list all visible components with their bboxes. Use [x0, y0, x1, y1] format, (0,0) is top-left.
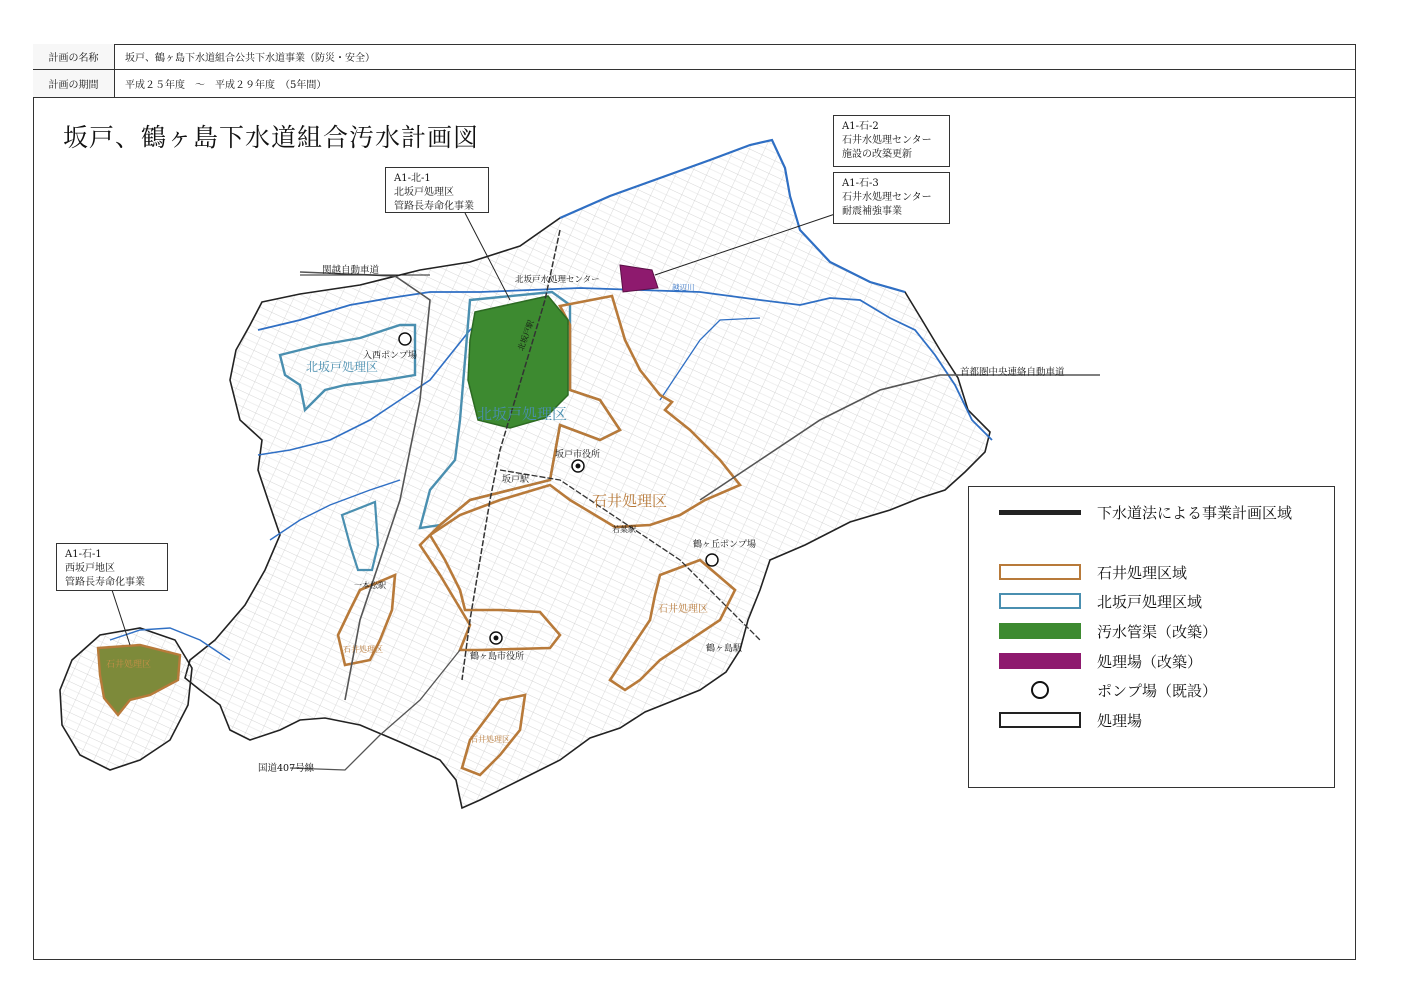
- plan-period-label: 計画の期間: [33, 70, 115, 97]
- callout-a1-ishii-3-area: 石井水処理センター: [842, 192, 932, 203]
- legend-item-ishii-zone: [999, 561, 1187, 583]
- plan-name-value: 坂戸、鶴ヶ島下水道組合公共下水道事業（防災・安全）: [125, 53, 375, 64]
- label-kitasakado-zone-main: 北坂戸処理区: [477, 405, 568, 423]
- callout-a1-ishii-2-area: 石井水処理センター: [842, 135, 932, 146]
- label-sakado-station: 坂戸駅: [502, 475, 530, 485]
- label-ishii-zone-south: 石井処理区: [470, 735, 510, 744]
- sakado-city-hall-dot: [576, 464, 581, 469]
- map-legend: [968, 486, 1335, 788]
- legend-item-plant-renovation: [999, 650, 1202, 672]
- callout-a1-kita-1-area: 北坂戸処理区: [394, 187, 454, 198]
- callout-a1-ishii-3-project: 耐震補強事業: [842, 206, 902, 217]
- legend-symbol-sewer-pipe: [999, 623, 1081, 639]
- label-kitasakado-center: 北坂戸水処理センター: [515, 275, 600, 285]
- label-kitasakado-zone-small: 北坂戸処理区: [306, 360, 379, 374]
- callout-a1-ishii-1-code: A1-石-1: [65, 549, 102, 560]
- label-ishii-zone-east: 石井処理区: [658, 604, 708, 615]
- label-tsurugashima-city-hall: 鶴ヶ島市役所: [470, 652, 525, 662]
- legend-label-plant-renovation: 処理場（改築）: [1097, 652, 1203, 671]
- label-ippommatsu-station: 一本松駅: [354, 581, 386, 590]
- label-river: 越辺川: [672, 283, 695, 292]
- label-ishii-zone-west: 石井処理区: [343, 645, 383, 654]
- legend-symbol-kitasakado-zone: [999, 593, 1081, 609]
- legend-label-ishii-zone: 石井処理区域: [1097, 563, 1188, 582]
- legend-item-plan-area: [999, 501, 1292, 523]
- tsurugashima-city-hall-dot: [494, 636, 499, 641]
- legend-symbol-ishii-zone: [999, 564, 1081, 580]
- plan-period-value: 平成２５年度 ～ 平成２９年度 （5年間）: [125, 80, 327, 91]
- legend-label-sewer-pipe: 汚水管渠（改築）: [1097, 622, 1218, 641]
- label-ishii-zone-satellite: 石井処理区: [106, 660, 152, 670]
- city-area: [185, 140, 990, 808]
- label-tsurugaoka-pump-station: 鶴ヶ丘ポンプ場: [693, 540, 757, 550]
- label-route407: 国道407号線: [258, 763, 315, 774]
- legend-label-plan-area: 下水道法による事業計画区域: [1097, 503, 1293, 522]
- plan-name-label: 計画の名称: [33, 44, 115, 69]
- legend-label-pump-station: ポンプ場（既設）: [1097, 681, 1218, 700]
- legend-label-treatment-plant: 処理場: [1097, 711, 1143, 730]
- callout-a1-ishii-2: [833, 115, 950, 167]
- label-ken-o-expressway: 首都圏中央連絡自動車道: [960, 367, 1065, 378]
- label-kanetsu-expressway: 関越自動車道: [322, 265, 380, 276]
- legend-symbol-treatment-plant: [999, 712, 1081, 728]
- legend-item-pump-station: [999, 679, 1217, 701]
- map-title: 坂戸、鶴ヶ島下水道組合汚水計画図: [63, 123, 480, 152]
- iriso-pump-station-marker: [399, 333, 411, 345]
- callout-a1-kita-1: [385, 167, 489, 213]
- callout-a1-kita-1-project: 管路長寿命化事業: [394, 201, 474, 212]
- callout-a1-ishii-1-area: 西坂戸地区: [65, 563, 115, 574]
- label-tsurugashima-station: 鶴ヶ島駅: [706, 644, 743, 654]
- tsurugaoka-pump-station-marker: [706, 554, 718, 566]
- legend-item-treatment-plant: [999, 709, 1142, 731]
- legend-item-kitasakado-zone: [999, 590, 1202, 612]
- callout-a1-ishii-3-code: A1-石-3: [842, 178, 879, 189]
- callout-a1-ishii-1-project: 管路長寿命化事業: [65, 577, 145, 588]
- label-iriso-pump-station: 入西ポンプ場: [363, 351, 418, 361]
- label-ishii-zone-main: 石井処理区: [592, 492, 668, 510]
- label-wakaba-station: 若葉駅: [612, 525, 636, 534]
- callout-a1-kita-1-code: A1-北-1: [394, 173, 431, 184]
- legend-label-kitasakado-zone: 北坂戸処理区域: [1097, 592, 1203, 611]
- callout-a1-ishii-3: [833, 172, 950, 224]
- legend-symbol-plan-area: [999, 504, 1081, 520]
- legend-item-sewer-pipe: [999, 620, 1217, 642]
- callout-a1-ishii-2-code: A1-石-2: [842, 121, 879, 132]
- label-kitasakado-station: 北坂戸駅: [516, 318, 536, 353]
- label-sakado-city-hall: 坂戸市役所: [555, 450, 601, 460]
- callout-a1-ishii-2-project: 施設の改築更新: [842, 149, 912, 160]
- legend-symbol-pump-station: [999, 682, 1081, 698]
- pump-station-circle-icon: [1031, 681, 1049, 699]
- legend-symbol-plant-renovation: [999, 653, 1081, 669]
- callout-a1-ishii-1: [56, 543, 168, 591]
